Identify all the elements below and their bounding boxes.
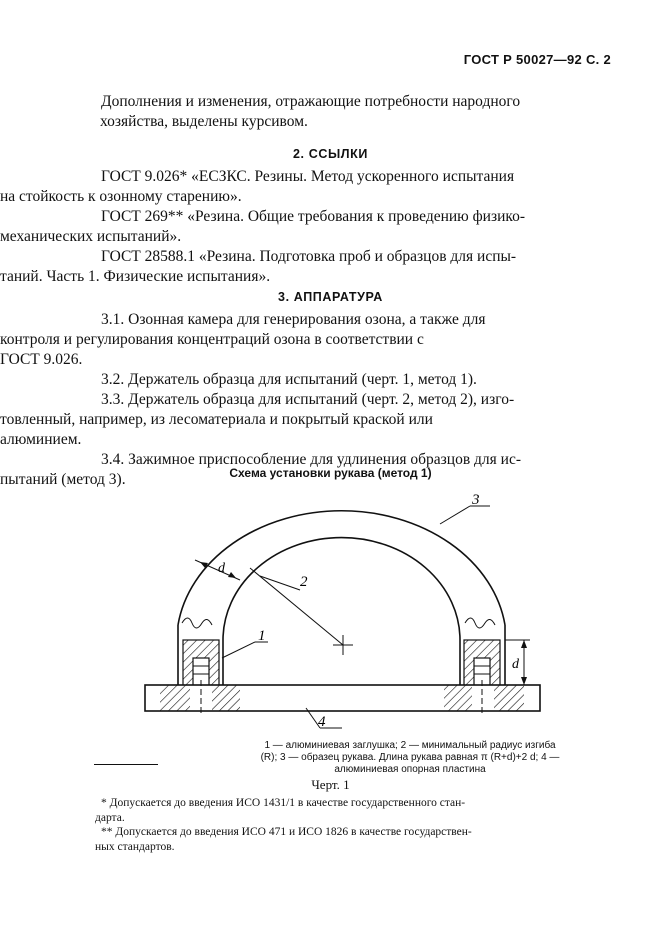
footnote-line: ных стандартов. [95,841,175,853]
label-d-top: d [218,561,225,576]
intro-line: хозяйства, выделены курсивом. [100,113,308,130]
item-line: контроля и регулирования концентраций озона в соответствии с [0,331,424,348]
label-4: 4 [318,714,326,730]
item-line: 3.3. Держатель образца для испытаний (черт. 2, метод 2), изго- [101,391,515,408]
hose-outer-arc [178,511,505,625]
section-3-title: 3. АППАРАТУРА [278,290,383,304]
hose-setup-drawing [0,480,661,740]
footnote-1 [95,796,601,826]
item-line: ГОСТ 9.026. [0,351,83,368]
item-line: 3.1. Озонная камера для генерирования озона, а также для [101,311,486,328]
section-2-title: 2. ССЫЛКИ [293,147,368,161]
label-d-side: d [512,657,519,672]
hose-inner-arc [223,538,460,640]
legend-line: (R); 3 — образец рукава. Длина рукава равная π (R+d)+2 d; 4 — [260,752,560,763]
item-line: 3.2. Держатель образца для испытаний (черт. 1, метод 1). [101,371,477,388]
footnote-divider [94,764,158,765]
legend-line: алюминиевая опорная пластина [334,764,486,775]
reference-line: ГОСТ 269** «Резина. Общие требования к проведению физико- [101,208,526,225]
item-line: пытаний (метод 3). [0,471,126,488]
footnote-2 [95,825,601,855]
footnote-line: дарта. [95,812,125,824]
figure-caption: Черт. 1 [311,777,350,792]
intro-line: Дополнения и изменения, отражающие потребности народного [101,93,521,110]
reference-line: механических испытаний». [0,228,182,245]
reference-line: ГОСТ 28588.1 «Резина. Подготовка проб и образцов для испы- [101,248,517,265]
apparatus-list [0,310,601,490]
footnote-line: * Допускается до введения ИСО 1431/1 в качестве государственного стан- [101,797,466,809]
item-line: алюминием. [0,431,82,448]
legend-line: 1 — алюминиевая заглушка; 2 — минимальный радиус изгиба [264,740,556,751]
page-header: ГОСТ Р 50027—92 С. 2 [463,52,611,67]
reference-line: ГОСТ 9.026* «ЕСЗКС. Резины. Метод ускоренного испытания [101,168,515,185]
reference-line: на стойкость к озонному старению». [0,188,242,205]
reference-list [0,167,601,287]
figure-legend [215,740,605,776]
item-line: 3.4. Зажимное приспособление для удлинения образцов для ис- [101,451,521,468]
intro-paragraph [101,92,601,132]
support-plate [145,685,540,711]
item-line: товленный, например, из лесоматериала и покрытый краской или [0,411,433,428]
reference-line: таний. Часть 1. Физические испытания». [0,268,271,285]
figure-title: Схема установки рукава (метод 1) [229,466,432,480]
label-2: 2 [300,574,308,590]
footnote-line: ** Допускается до введения ИСО 471 и ИСО 1826 в качестве государствен- [101,826,472,838]
label-1: 1 [258,628,266,644]
label-3: 3 [472,492,480,508]
